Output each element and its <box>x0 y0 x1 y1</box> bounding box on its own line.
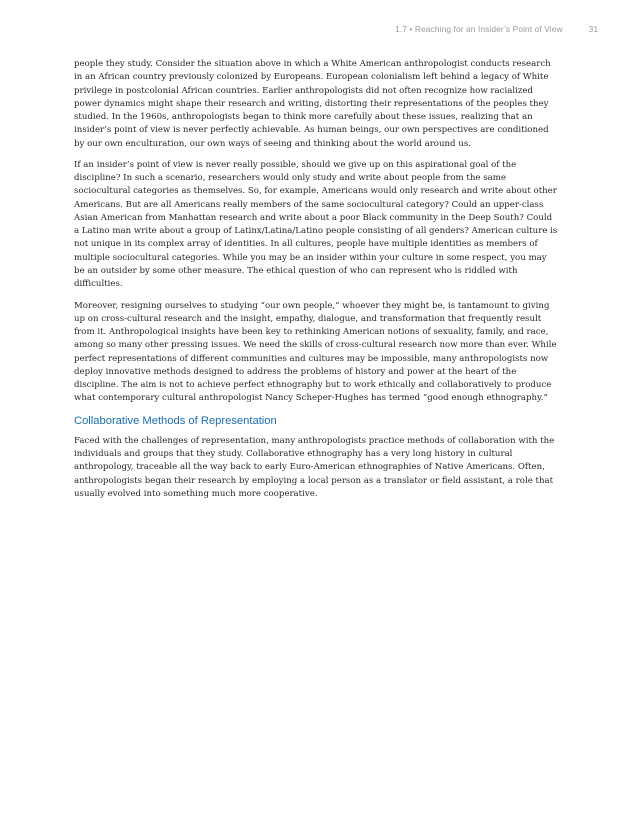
body-paragraph-1: people they study. Consider the situation above in which a White American anthropologist conducts research in an African country previously colonized by Europeans. European colonialism left behind a legacy of White privilege in postcolonial African countries. Earlier anthropologists did not often recognize how racialized power dynamics might shape their research and writing, distorting their representations of the peoples they studied. In the 1960s, anthropologists began to think more carefully about these issues, realizing that an insider’s point of view is never perfectly achievable. As human beings, our own perspectives are conditioned by our own enculturation, our own ways of seeing and thinking about the world around us. <box>74 59 551 149</box>
page-number: 31 <box>588 24 598 34</box>
body-paragraph-3: Moreover, resigning ourselves to studying “our own people,” whoever they might be, is tantamount to giving up on cross-cultural research and the insight, empathy, dialogue, and transformation that frequently result from it. Anthropological insights have been key to rethinking American notions of sexuality, family, and race, among so many other pressing issues. We need the skills of cross-cultural research now more than ever. While perfect representations of different communities and cultures may be impossible, many anthropologists now deploy innovative methods designed to address the problems of history and power at the heart of the discipline. The aim is not to achieve perfect ethnography but to work ethically and collaboratively to produce what contemporary cultural anthropologist Nancy Scheper-Hughes has termed “good enough ethnography.” <box>74 300 557 404</box>
page-body <box>74 58 559 509</box>
running-header-title: 1.7 • Reaching for an Insider’s Point of View <box>395 24 563 34</box>
body-paragraph-4: Faced with the challenges of representation, many anthropologists practice methods of collaboration with the individuals and groups that they study. Collaborative ethnography has a very long history in cultural anthropology, traceable all the way back to early Euro-American ethnographies of Native Americans. Often, anthropologists began their research by employing a local person as a translator or field assistant, a role that usually evolved into something much more cooperative. <box>74 435 555 499</box>
body-paragraph-2: If an insider’s point of view is never really possible, should we give up on this aspirational goal of the discipline? In such a scenario, researchers would only study and write about people from the same sociocultural categories as themselves. So, for example, Americans would only research and write about other Americans. But are all Americans really members of the same sociocultural category? Could an upper-class Asian American from Manhattan research and write about a poor Black community in the Deep South? Could a Latino man write about a group of Latinx/Latina/Latino people consisting of all genders? American culture is not unique in its complex array of identities. In all cultures, people have multiple identities as members of multiple sociocultural categories. While you may be an insider within your culture in some respect, you may be an outsider by some other measure. The ethical question of who can represent who is riddled with difficulties. <box>74 159 558 290</box>
section-heading: Collaborative Methods of Representation <box>74 414 277 427</box>
running-header <box>395 24 598 34</box>
